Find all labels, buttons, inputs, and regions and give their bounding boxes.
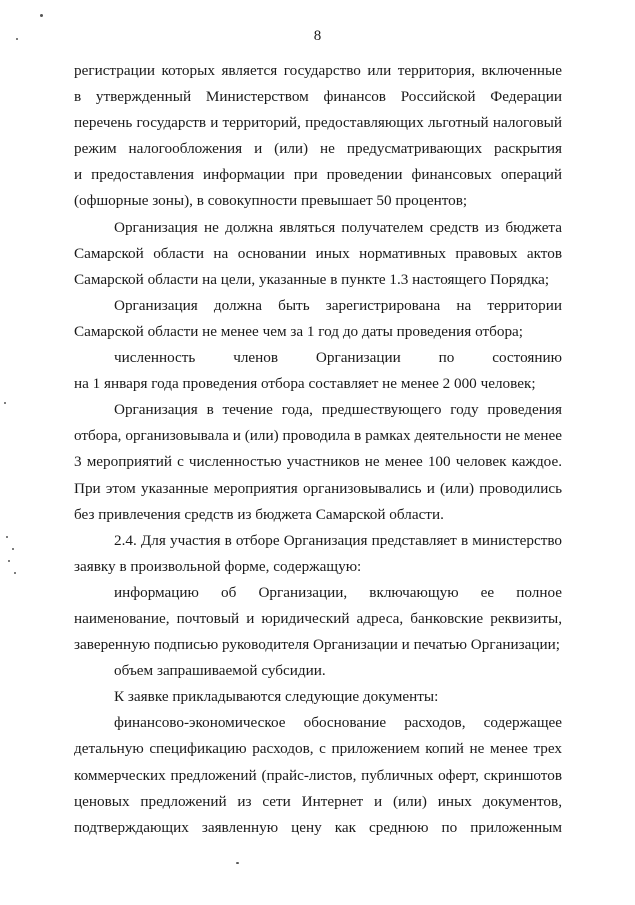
text-line: наименование, почтовый и юридический адреса, банковские реквизиты, — [74, 609, 562, 627]
scan-speck — [4, 402, 6, 404]
text-line: Организация должна быть зарегистрирована на территории — [114, 296, 562, 314]
page-number: 8 — [313, 28, 322, 44]
text-line: подтверждающих заявленную цену как среднюю по приложенным — [74, 818, 562, 836]
scan-speck — [8, 560, 10, 562]
text-line: и предоставления информации при проведении финансовых операций — [74, 166, 562, 184]
text-line: Самарской области на цели, указанные в пункте 1.3 настоящего Порядка; — [74, 270, 550, 288]
scan-speck — [40, 14, 43, 17]
text-line: заявку в произвольной форме, содержащую: — [74, 557, 362, 575]
text-line: в утвержденный Министерством финансов Российской Федерации — [74, 88, 562, 106]
paragraph-10 — [74, 710, 562, 840]
paragraph-3 — [74, 293, 562, 345]
text-line: ценовых предложений из сети Интернет и (или) иных документов, — [74, 792, 562, 810]
text-line: численность членов Организации по состоянию — [114, 349, 562, 367]
text-line: Организация в течение года, предшествующего году проведения — [114, 401, 562, 419]
paragraph-9 — [74, 684, 562, 710]
paragraph-4 — [74, 345, 562, 397]
scan-speck — [6, 536, 8, 538]
paragraph-8 — [74, 658, 562, 684]
text-line: К заявке прикладываются следующие документы: — [114, 688, 439, 706]
text-line: на 1 января года проведения отбора составляет не менее 2 000 человек; — [74, 375, 536, 393]
text-line: Самарской области на основании иных нормативных правовых актов — [74, 244, 562, 262]
text-line: регистрации которых является государство или территория, включенные — [74, 62, 562, 79]
text-line: детальную спецификацию расходов, с приложением копий не менее трех — [74, 740, 562, 758]
paragraph-1 — [74, 58, 562, 215]
scan-speck — [236, 862, 239, 864]
text-line: коммерческих предложений (прайс-листов, публичных оферт, скриншотов — [74, 766, 562, 784]
paragraph-5 — [74, 397, 562, 527]
text-line: финансово-экономическое обоснование расходов, содержащее — [114, 714, 562, 732]
paragraph-7 — [74, 580, 562, 658]
text-line: отбора, организовывала и (или) проводила в рамках деятельности не менее — [74, 427, 562, 445]
text-line: режим налогообложения и (или) не предусматривающих раскрытия — [74, 140, 562, 158]
text-line: информацию об Организации, включающую ее полное — [114, 583, 562, 601]
document-body — [74, 58, 562, 841]
text-line: без привлечения средств из бюджета Самарской области. — [74, 505, 444, 523]
text-line: 2.4. Для участия в отборе Организация представляет в министерство — [114, 531, 562, 549]
paragraph-2 — [74, 215, 562, 293]
text-line: перечень государств и территорий, предоставляющих льготный налоговый — [74, 114, 562, 132]
text-line: 3 мероприятий с численностью участников не менее 100 человек каждое. — [74, 453, 562, 471]
paragraph-6 — [74, 528, 562, 580]
scan-speck — [14, 572, 16, 574]
text-line: При этом указанные мероприятия организовывались и (или) проводились — [74, 479, 562, 497]
text-line: Организация не должна являться получателем средств из бюджета — [114, 218, 562, 236]
text-line: заверенную подписью руководителя Организации и печатью Организации; — [74, 636, 560, 654]
scan-speck — [12, 548, 14, 550]
scan-speck — [16, 38, 18, 40]
text-line: (офшорные зоны), в совокупности превышает 50 процентов; — [74, 192, 468, 210]
text-line: Самарской области не менее чем за 1 год до даты проведения отбора; — [74, 322, 523, 340]
text-line: объем запрашиваемой субсидии. — [114, 662, 326, 680]
